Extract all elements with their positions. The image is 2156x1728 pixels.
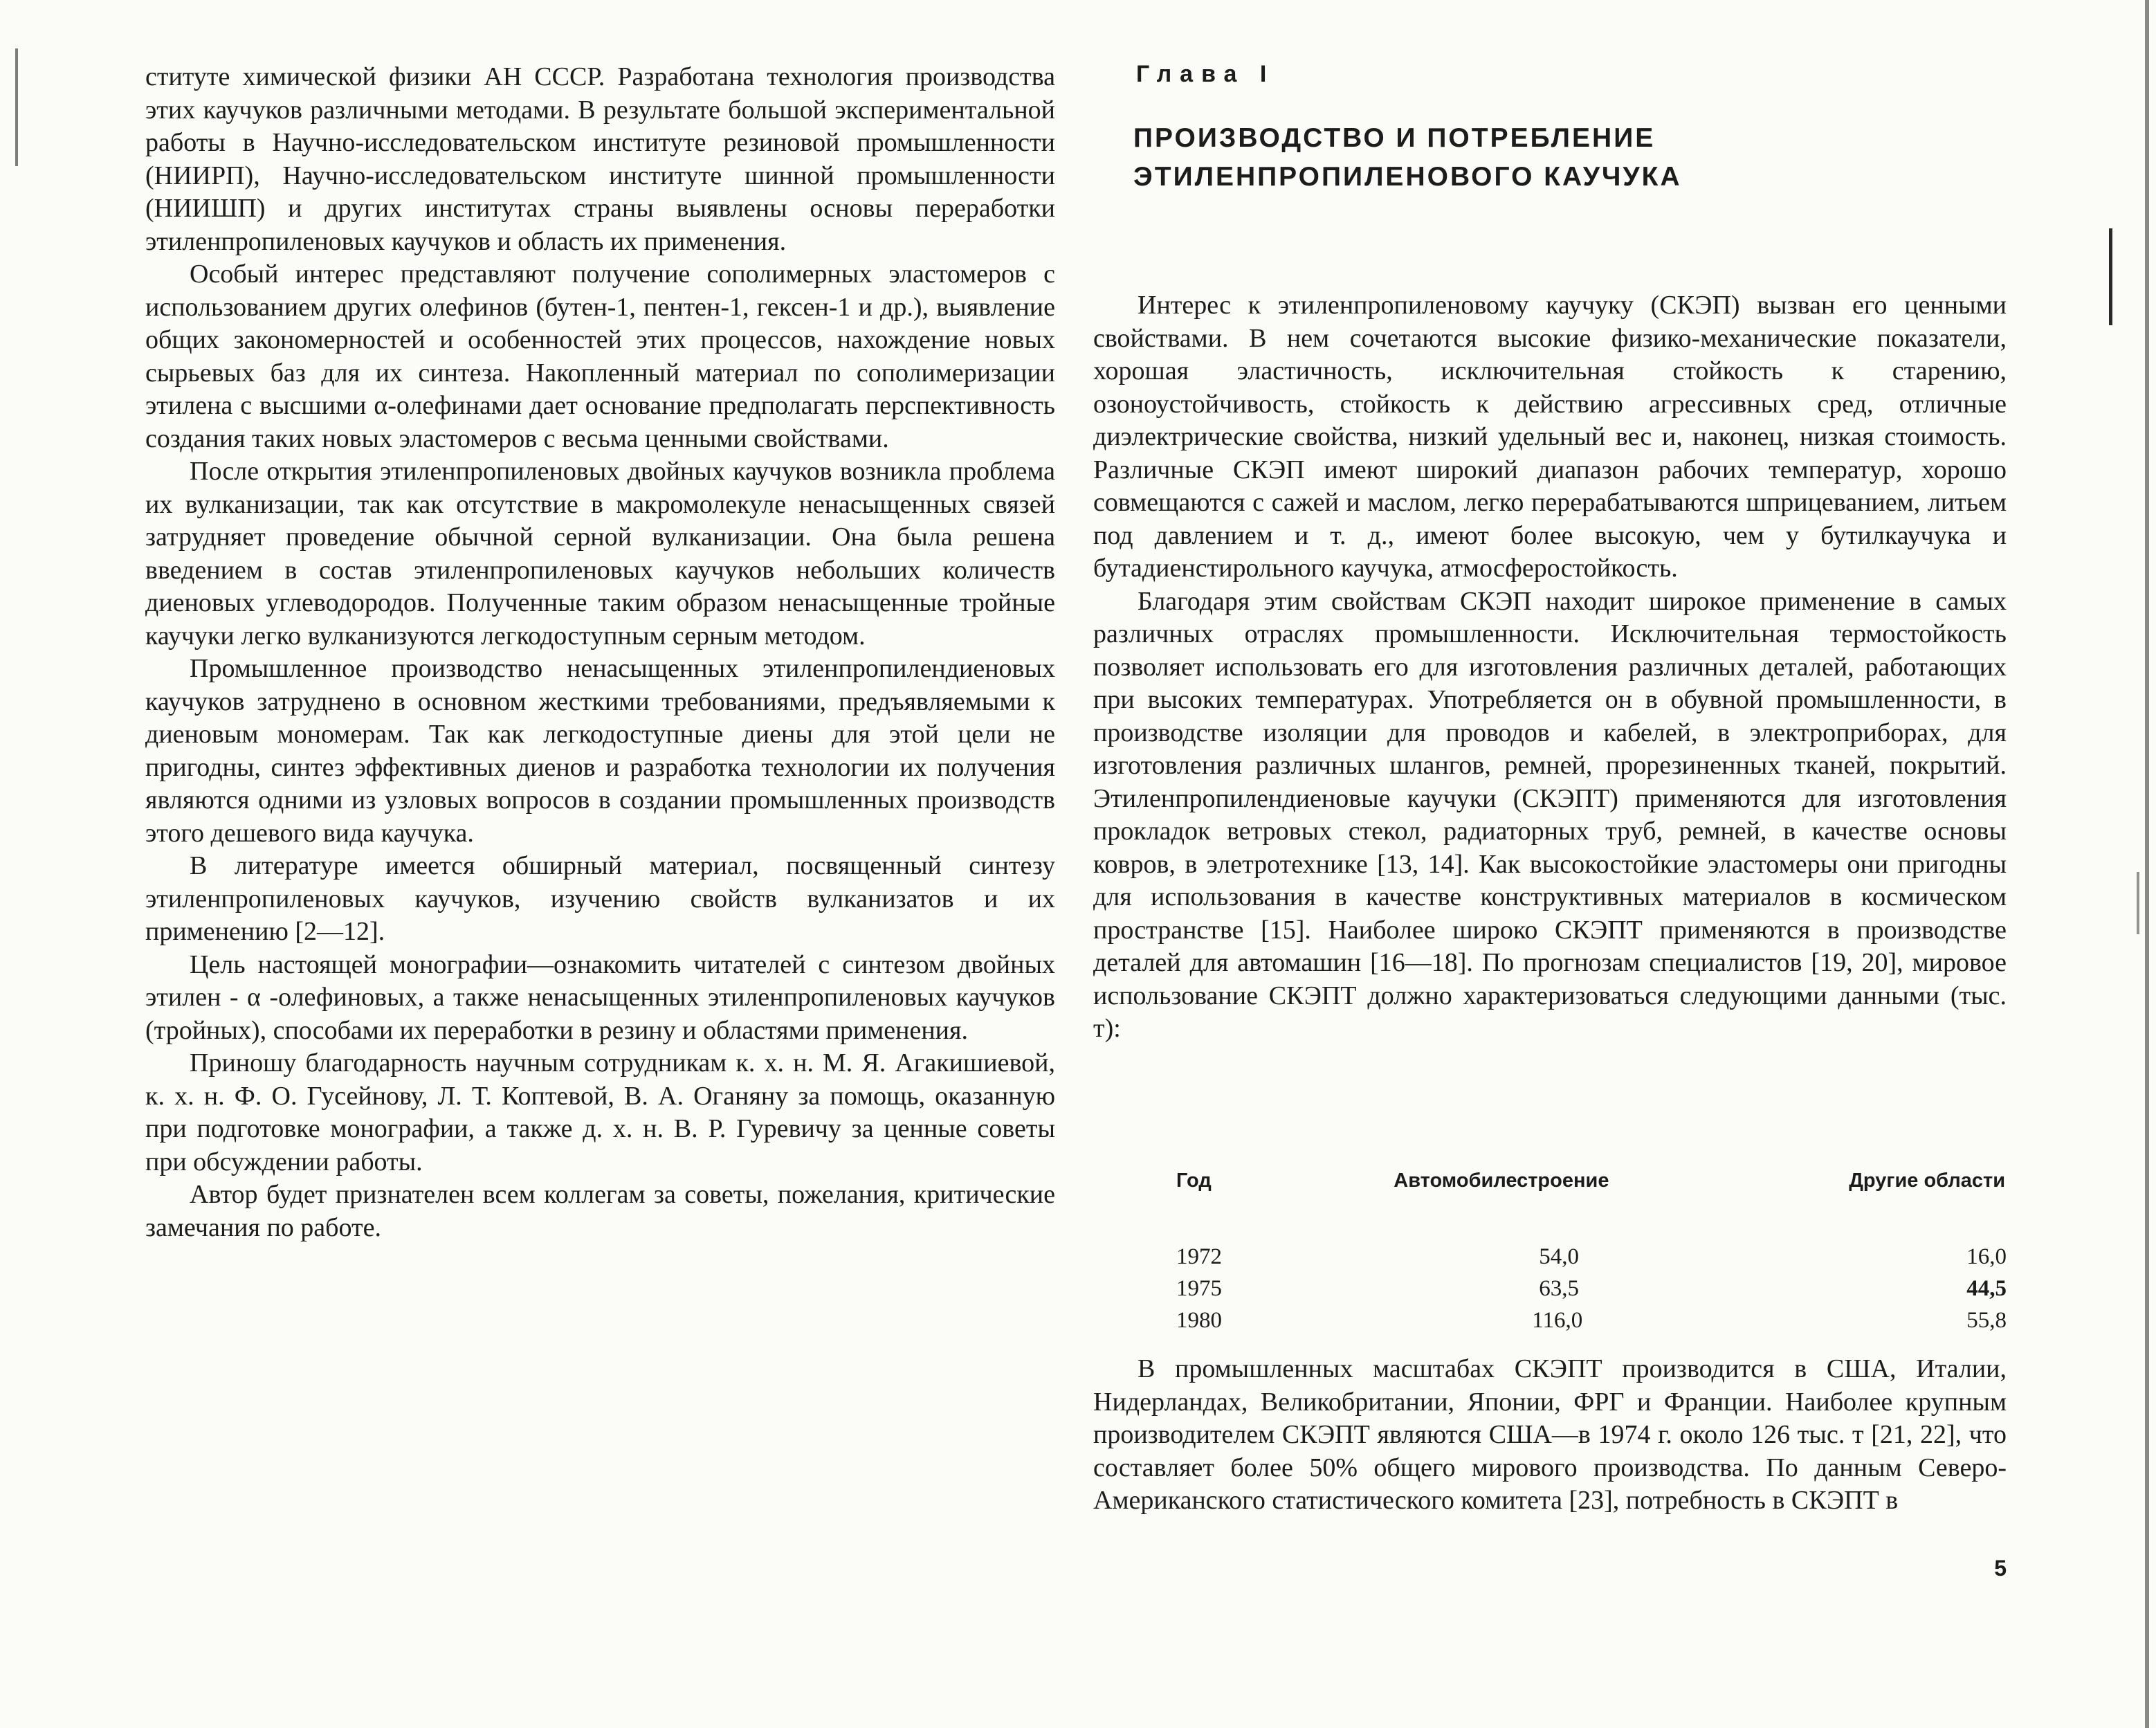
right-paragraph: В промышленных масштабах СКЭПТ производится в США, Италии, Нидерландах, Великобритании, Японии, ФРГ и Франции. Наиболее крупным производителем СКЭПТ являются США—в 1974 г. около 126 тыс. т [21, 22], что составляет более 50% общего мирового производства. По данным Северо-Американского статистического комитета [23], потребность в СКЭПТ в [1093,1354,2007,1515]
table-header-auto: Автомобилестроение [1394,1170,1609,1192]
left-paragraph: ституте химической физики АН СССР. Разработана технология производства этих каучуков различными методами. В результате большой экспериментальной работы в Научно-исследовательском институте резиновой промышленности (НИИРП), Научно-исследовательском институте шинной промышленности (НИИШП) и других институтах страны выявлены основы переработки этиленпропиленовых каучуков и область их применения. [145,62,1055,256]
table-cell-year: 1972 [1176,1244,1222,1269]
table-cell-other: 55,8 [1966,1307,2007,1333]
scan-edge-mark [2145,0,2149,1728]
table-row [1093,1304,2007,1336]
table-header-year: Год [1176,1170,1212,1192]
left-paragraph: Промышленное производство ненасыщенных этиленпропилендиеновых каучуков затруднено в основном жесткими требованиями, предъявляемыми к диеновым мономерам. Так как легкодоступные диены для этой цели не пригодны, синтез эффективных диенов и разработка технологии их получения являются одними из узловых вопросов в создании промышленных производств этого дешевого вида каучука. [145,654,1055,848]
table-cell-other: 16,0 [1966,1244,2007,1269]
table-row [1093,1241,2007,1273]
scan-edge-mark [15,48,18,166]
right-paragraph: Интерес к этиленпропиленовому каучуку (СКЭП) вызван его ценными свойствами. В нем сочетаются высокие физико-механические показатели, хорошая эластичность, исключительная стойкость к старению, озоноустойчивость, стойкость к действию агрессивных сред, отличные диэлектрические свойства, низкий удельный вес и, наконец, низкая стоимость. Различные СКЭП имеют широкий диапазон рабочих температур, хорошо совмещаются с сажей и маслом, легко перерабатываются шприцеванием, литьем под давлением и т. д., имеют более высокую, чем у бутилкаучука и бутадиенстирольного каучука, атмосферостойкость. [1093,291,2007,583]
table-cell-auto: 116,0 [1532,1307,1583,1333]
table-cell-year: 1980 [1176,1307,1222,1333]
table-cell-auto: 54,0 [1539,1244,1579,1269]
left-paragraph: После открытия этиленпропиленовых двойных каучуков возникла проблема их вулканизации, так как отсутствие в макромолекуле ненасыщенных связей затрудняет проведение обычной серной вулканизации. Она была решена введением в состав этиленпропиленовых каучуков небольших количеств диеновых углеводородов. Полученные таким образом ненасыщенные тройные каучуки легко вулканизуются легкодоступным серным методом. [145,457,1055,651]
table-row [1093,1273,2007,1304]
page-number: 5 [1994,1556,2007,1581]
table-cell-year: 1975 [1176,1275,1222,1301]
left-paragraph: Цель настоящей монографии—ознакомить читателей с синтезом двойных этилен - α -олефиновых, а также ненасыщенных этиленпропиленовых каучуков (тройных), способами их переработки в резину и областями применения. [145,949,1055,1045]
scan-edge-mark [2109,228,2112,325]
right-paragraph: Благодаря этим свойствам СКЭП находит широкое применение в самых различных отраслях промышленности. Исключительная термостойкость позволяет использовать его для изготовления различных деталей, работающих при высоких температурах. Употребляется он в обувной промышленности, в производстве изоляции для проводов и кабелей, в электроприборах, для изготовления различных шлангов, ремней, прорезиненных тканей, покрытий. Этиленпропилендиеновые каучуки (СКЭПТ) применяются для изготовления прокладок ветровых стекол, радиаторных труб, ремней, в качестве основы ковров, в элетротехнике [13, 14]. Как высокостойкие эластомеры они пригодны для использования в качестве конструктивных материалов в космическом пространстве [15]. Наиболее широко СКЭПТ применяются в производстве деталей для автомашин [16—18]. По прогнозам специалистов [19, 20], мировое использование СКЭПТ должно характеризоваться следующими данными (тыс. т): [1093,586,2007,1043]
table-cell-other: 44,5 [1966,1275,2007,1301]
left-paragraph: В литературе имеется обширный материал, посвященный синтезу этиленпропиленовых каучуков, изучению свойств вулканизатов и их применению [2—12]. [145,851,1055,946]
right-text-block [1093,289,2007,1046]
left-paragraph: Автор будет признателен всем коллегам за советы, пожелания, критические замечания по работе. [145,1180,1055,1242]
table-header-other: Другие области [1849,1170,2006,1192]
left-paragraph: Приношу благодарность научным сотрудникам к. х. н. М. Я. Агакишиевой, к. х. н. Ф. О. Гусейнову, Л. Т. Коптевой, В. А. Оганяну за помощь, оказанную при подготовке монографии, а также д. х. н. В. Р. Гуревичу за ценные советы при обсуждении работы. [145,1048,1055,1176]
right-text-after-table [1093,1353,2007,1518]
left-text-block [145,61,1055,1244]
table-header-row [1093,1170,2007,1241]
left-paragraph: Особый интерес представляют получение сополимерных эластомеров с использованием других олефинов (бутен-1, пентен-1, гексен-1 и др.), выявление общих закономерностей и особенностей этих процессов, нахождение новых сырьевых баз для их синтеза. Накопленный материал по сополимеризации этилена с высшими α-олефинами дает основание предполагать перспективность создания таких новых эластомеров с весьма ценными свойствами. [145,260,1055,453]
table-cell-auto: 63,5 [1539,1275,1579,1301]
scan-edge-mark [2137,872,2139,934]
chapter-title: ПРОИЗВОДСТВО И ПОТРЕБЛЕНИЕ ЭТИЛЕНПРОПИЛЕНОВОГО КАУЧУКА [1133,123,1682,192]
usage-forecast-table [1093,1170,2007,1336]
chapter-label: Глава I [1136,61,1275,87]
